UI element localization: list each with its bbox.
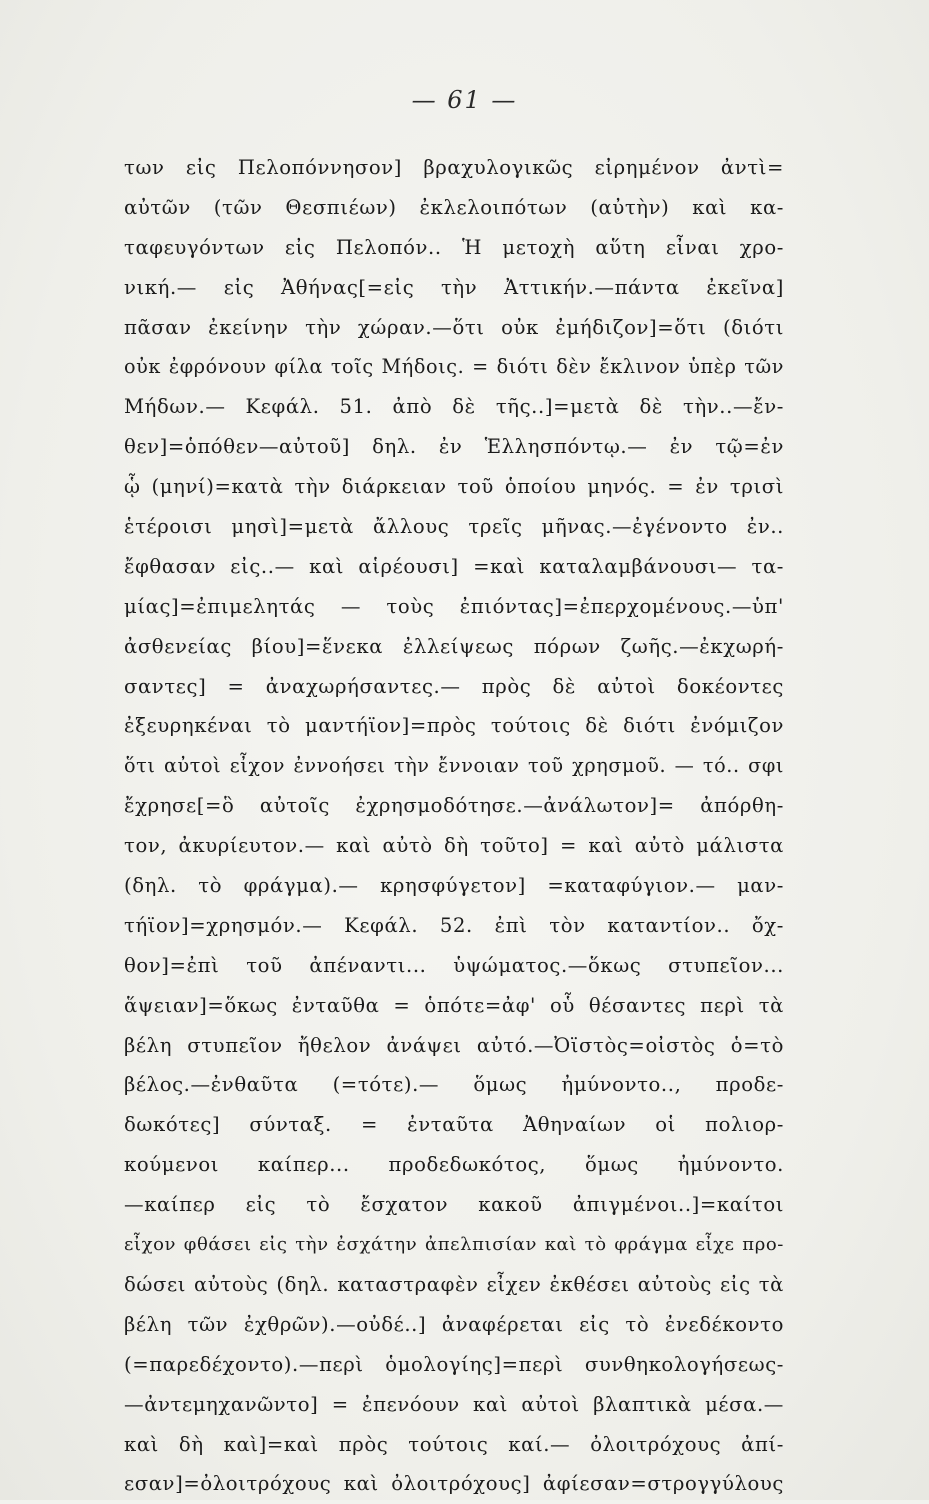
text-line: σαντες] = ἀναχωρήσαντες.— πρὸς δὲ αὐτοὶ δοκέοντες: [124, 674, 784, 698]
text-line: θεν]=ὁπόθεν—αὐτοῦ] δηλ. ἐν Ἑλλησπόντῳ.— ἐν τῷ=ἐν: [124, 435, 784, 459]
text-line: ἅψειαν]=ὅκως ἐνταῦθα = ὁπότε=ἀφ' οὗ θέσαντες περὶ τὰ: [124, 993, 784, 1017]
text-line: ἐξευρηκέναι τὸ μαντήϊον]=πρὸς τούτοις δὲ διότι ἐνόμιζον: [124, 714, 784, 738]
text-line: ὅτι αὐτοὶ εἶχον ἐννοήσει τὴν ἔννοιαν τοῦ χρησμοῦ. — τό.. σφι: [124, 754, 784, 778]
text-line: νική.— εἰς Ἀθήνας[=εἰς τὴν Ἀττικήν.—πάντα ἐκεῖνα]: [124, 275, 784, 299]
commentary-text: [124, 148, 784, 1504]
text-line: ταφευγόντων εἰς Πελοπόν.. Ἡ μετοχὴ αὕτη εἶναι χρο-: [124, 235, 784, 259]
text-line: θον]=ἐπὶ τοῦ ἀπέναντι... ὑψώματος.—ὅκως στυπεῖον...: [124, 953, 784, 977]
text-line: ἀσθενείας βίου]=ἕνεκα ἐλλείψεως πόρων ζωῆς.—ἐκχωρή-: [124, 634, 784, 658]
text-line: —καίπερ εἰς τὸ ἔσχατον κακοῦ ἀπιγμένοι..]=καίτοι: [124, 1193, 784, 1217]
text-line: πᾶσαν ἐκείνην τὴν χώραν.—ὅτι οὐκ ἐμήδιζον]=ὅτι (διότι: [124, 315, 784, 339]
text-line: οὐκ ἐφρόνουν φίλα τοῖς Μήδοις. = διότι δὲν ἔκλινον ὑπὲρ τῶν: [124, 355, 784, 379]
text-line: δώσει αὐτοὺς (δηλ. καταστραφὲν εἶχεν ἐκθέσει αὐτοὺς εἰς τὰ: [124, 1272, 784, 1296]
text-line: των εἰς Πελοπόννησον] βραχυλογικῶς εἰρημένον ἀντὶ=: [124, 156, 784, 179]
text-line: εἶχον φθάσει εἰς τὴν ἐσχάτην ἀπελπισίαν καὶ τὸ φράγμα εἶχε προ-: [124, 1234, 784, 1256]
text-line: ἔχρησε[=ὃ αὐτοῖς ἐχρησμοδότησε.—ἀνάλωτον]= ἀπόρθη-: [124, 794, 784, 818]
text-line: μίας]=ἐπιμελητάς — τοὺς ἐπιόντας]=ἐπερχομένους.—ὑπ': [124, 594, 784, 618]
text-line: τον, ἀκυρίευτον.— καὶ αὐτὸ δὴ τοῦτο] = καὶ αὐτὸ μάλιστα: [124, 834, 784, 858]
text-line: —ἀντεμηχανῶντο] = ἐπενόουν καὶ αὐτοὶ βλαπτικὰ μέσα.—: [124, 1392, 784, 1416]
text-line: εσαν]=ὀλοιτρόχους καὶ ὀλοιτρόχους] ἀφίεσαν=στρογγύλους: [124, 1472, 784, 1496]
text-line: Μήδων.— Κεφάλ. 51. ἀπὸ δὲ τῆς..]=μετὰ δὲ τὴν..—ἔν-: [124, 395, 784, 419]
text-line: (=παρεδέχοντο).—περὶ ὁμολογίης]=περὶ συνθηκολογήσεως-: [124, 1352, 784, 1376]
text-line: ἑτέροισι μησὶ]=μετὰ ἄλλους τρεῖς μῆνας.—ἐγένοντο ἐν..: [124, 515, 784, 539]
text-line: αὐτῶν (τῶν Θεσπιέων) ἐκλελοιπότων (αὐτὴν) καὶ κα-: [124, 195, 784, 219]
text-line: κούμενοι καίπερ... προδεδωκότος, ὅμως ἠμύνοντο.: [124, 1153, 784, 1177]
text-line: ᾧ (μηνί)=κατὰ τὴν διάρκειαν τοῦ ὁποίου μηνός. = ἐν τρισὶ: [124, 475, 784, 499]
text-line: βέλη τῶν ἐχθρῶν).—οὐδέ..] ἀναφέρεται εἰς τὸ ἐνεδέκοντο: [124, 1312, 784, 1336]
text-line: βέλος.—ἐνθαῦτα (=τότε).— ὅμως ἠμύνοντο.., προδε-: [124, 1073, 784, 1097]
text-line: καὶ δὴ καὶ]=καὶ πρὸς τούτοις καί.— ὀλοιτρόχους ἀπί-: [124, 1432, 784, 1456]
text-line: βέλη στυπεῖον ἤθελον ἀνάψει αὐτό.—Ὀϊστὸς=οἰστὸς ὁ=τὸ: [124, 1033, 784, 1057]
text-line: τήϊον]=χρησμόν.— Κεφάλ. 52. ἐπὶ τὸν καταντίον.. ὄχ-: [124, 913, 784, 937]
text-line: (δηλ. τὸ φράγμα).— κρησφύγετον] =καταφύγιον.— μαν-: [124, 874, 784, 898]
text-line: ἔφθασαν εἰς..— καὶ αἱρέουσι] =καὶ καταλαμβάνουσι— τα-: [124, 554, 784, 578]
text-line: δωκότες] σύνταξ. = ἐνταῦτα Ἀθηναίων οἱ πολιορ-: [124, 1113, 784, 1137]
page-number: — 61 —: [411, 86, 518, 114]
